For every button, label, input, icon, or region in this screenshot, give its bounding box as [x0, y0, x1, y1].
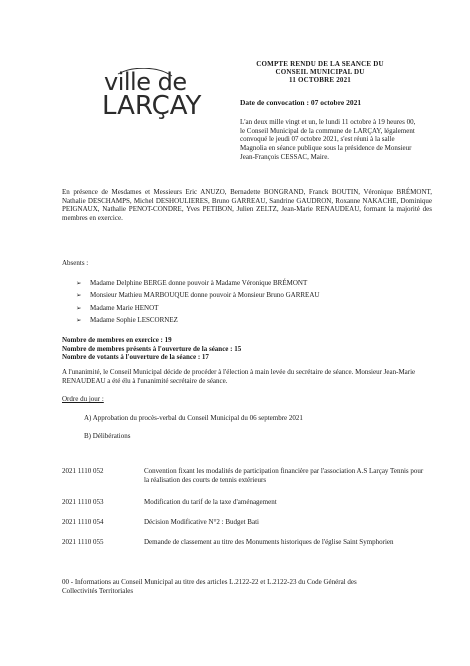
- title-line-3: 11 OCTOBRE 2021: [289, 76, 351, 84]
- agenda-item-a: A) Approbation du procès-verbal du Conseil Municipal du 06 septembre 2021: [84, 414, 303, 422]
- logo-line-2: LARÇAY: [102, 91, 202, 121]
- absent-text: Madame Delphine BERGE donne pouvoir à Madame Véronique BRÉMONT: [90, 279, 308, 287]
- list-item: [76, 277, 319, 289]
- logo-line-1: ville de: [104, 68, 187, 96]
- deliberation-row: [62, 498, 432, 508]
- secretary-decision: A l'unanimité, le Conseil Municipal décide de procéder à l'élection à main levée du secrétaire de séance. Monsieur Jean-Marie RENAUDEAU a été élu à l'unanimité secrétaire de séance.: [62, 368, 416, 385]
- deliberation-number: 2021 1110 055: [62, 538, 104, 546]
- deliberation-number: 2021 1110 052: [62, 467, 104, 475]
- deliberation-text: Modification du tarif de la taxe d'aménagement: [144, 498, 277, 506]
- list-item: [76, 314, 319, 326]
- count-voters: Nombre de votants à l'ouverture de la séance : 17: [62, 353, 209, 362]
- document-title: [232, 60, 408, 84]
- list-item: [76, 289, 319, 301]
- title-line-2: CONSEIL MUNICIPAL DU: [275, 68, 365, 76]
- deliberation-text: Décision Modificative N°2 : Budget Bati: [144, 518, 259, 526]
- absents-list: [76, 277, 319, 326]
- town-logo: [98, 68, 202, 124]
- count-members: Nombre de membres en exercice : 19: [62, 336, 172, 344]
- deliberation-row: [62, 467, 432, 487]
- list-item: [76, 302, 319, 314]
- deliberation-text: Convention fixant les modalités de participation financière par l'association A.S Larçay Tennis pour la réalisation des courts de tennis extérieurs: [144, 467, 424, 484]
- arrow-bullet-icon: ➢: [76, 279, 82, 287]
- agenda-item-b: B) Délibérations: [84, 432, 131, 440]
- convocation-date: Date de convocation : 07 octobre 2021: [240, 98, 362, 107]
- absents-label: Absents :: [62, 259, 89, 267]
- presence-paragraph: En présence de Mesdames et Messieurs Eric ANUZO, Bernadette BONGRAND, Franck BOUTIN, Véronique BRÉMONT, Nathalie DESCHAMPS, Michel DESHOULIERES, Bruno GARREAU, Sandrine GAUDRON, Roxanne NAKACHE, Dominique PEIGNAUX, Nathalie PENOT-CONDRE, Yves PETIBON, Julien ZELTZ, Jean-Marie RENAUDEAU, formant la majorité des membres en exercice.: [62, 188, 432, 223]
- deliberation-row: [62, 538, 432, 558]
- absent-text: Madame Marie HENOT: [90, 303, 159, 312]
- absent-text: Madame Sophie LESCORNEZ: [90, 315, 178, 324]
- intro-paragraph: L'an deux mille vingt et un, le lundi 11 octobre à 19 heures 00, le Conseil Municipal de la commune de LARÇAY, légalement convoqué le jeudi 07 octobre 2021, s'est réuni à la salle Magnolia en séance publique sous la présidence de Monsieur Jean-François CESSAC, Maire.: [240, 118, 416, 161]
- title-line-1: COMPTE RENDU DE LA SEANCE DU: [256, 60, 384, 68]
- arrow-bullet-icon: ➢: [76, 303, 82, 312]
- absent-text: Monsieur Mathieu MARBOUQUE donne pouvoir à Monsieur Bruno GARREAU: [90, 291, 320, 300]
- arrow-bullet-icon: ➢: [76, 291, 82, 300]
- footnote: 00 - Informations au Conseil Municipal au titre des articles L.2122-22 et L.2122-23 du Code Général des Collectivités Territoriales: [62, 578, 357, 595]
- count-present: Nombre de membres présents à l'ouverture de la séance : 15: [62, 344, 242, 353]
- agenda-label: Ordre du jour :: [62, 395, 104, 403]
- arrow-bullet-icon: ➢: [76, 315, 82, 324]
- member-counts: [62, 336, 241, 362]
- deliberation-number: 2021 1110 054: [62, 518, 104, 526]
- deliberation-text: Demande de classement au titre des Monuments historiques de l'église Saint Symphorien: [144, 538, 394, 546]
- deliberation-row: [62, 518, 432, 528]
- deliberation-number: 2021 1110 053: [62, 498, 104, 506]
